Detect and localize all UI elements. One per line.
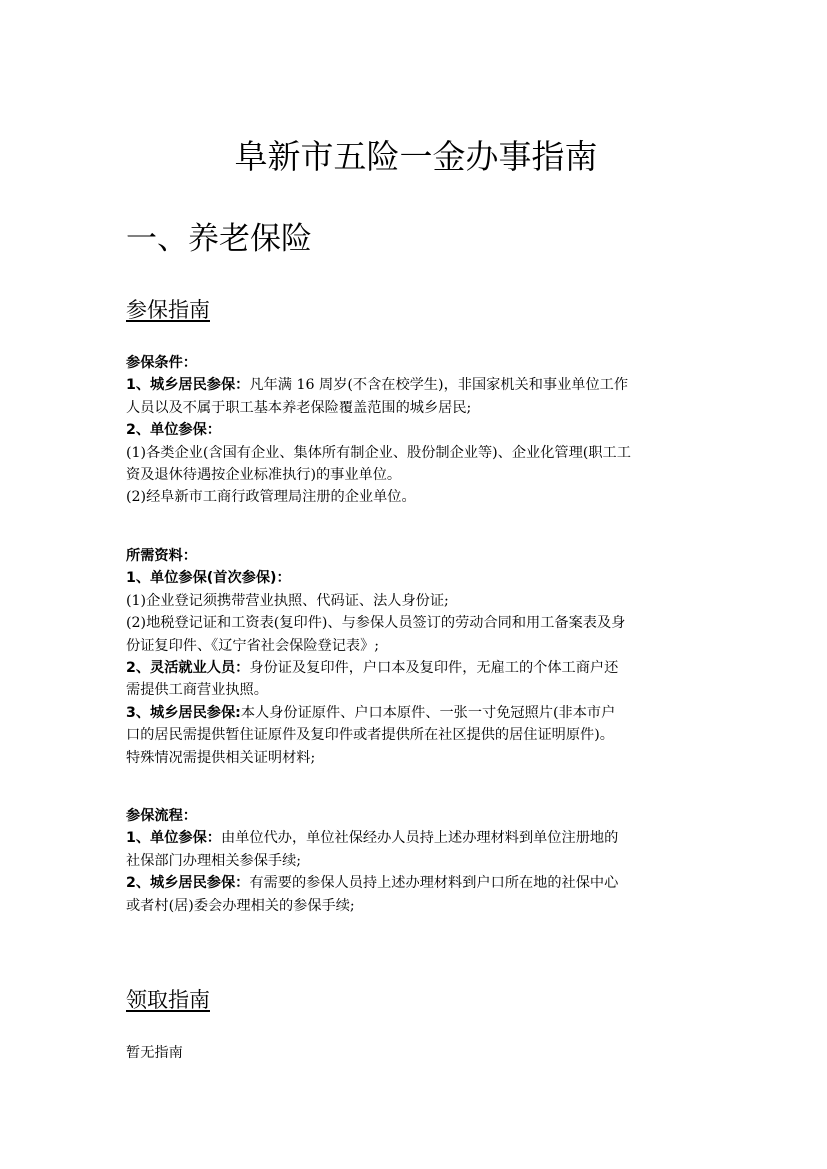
materials-item-3-cont-1: 口的居民需提供暂住证原件及复印件或者提供所在社区提供的居住证明原件)。 bbox=[126, 727, 614, 744]
conditions-item-1-cont: 人员以及不属于职工基本养老保险覆盖范围的城乡居民; bbox=[126, 399, 472, 416]
materials-item-2-label: 2、灵活就业人员： bbox=[126, 660, 250, 677]
materials-item-2 bbox=[126, 657, 706, 679]
materials-item-2-text: 身份证及复印件，户口本及复印件，无雇工的个体工商户还 bbox=[249, 660, 619, 677]
process-item-1-text: 由单位代办，单位社保经办人员持上述办理材料到单位注册地的 bbox=[221, 830, 619, 847]
conditions-item-1 bbox=[126, 374, 706, 396]
enroll-conditions-block bbox=[126, 352, 706, 509]
process-item-2 bbox=[126, 872, 706, 894]
materials-item-3 bbox=[126, 702, 706, 724]
materials-item-3-text: 本人身份证原件、户口本原件、一张一寸免冠照片(非本市户 bbox=[240, 704, 616, 721]
process-item-2-label: 2、城乡居民参保： bbox=[126, 875, 250, 892]
process-label: 参保流程： bbox=[126, 808, 197, 824]
process-item-2-cont: 或者村(居)委会办理相关的参保手续; bbox=[126, 897, 355, 914]
conditions-item-2-label: 2、单位参保： bbox=[126, 422, 221, 439]
process-item-1-cont: 社保部门办理相关参保手续; bbox=[126, 852, 302, 869]
claim-guide-block bbox=[126, 1042, 706, 1064]
conditions-item-1-text: 凡年满 16 周岁(不含在校学生)，非国家机关和事业单位工作 bbox=[249, 377, 629, 394]
materials-item-1-label: 1、单位参保(首次参保)： bbox=[126, 570, 291, 587]
materials-item-1-sub-1: (1)企业登记须携带营业执照、代码证、法人身份证; bbox=[126, 592, 449, 609]
materials-label: 所需资料： bbox=[126, 548, 197, 564]
materials-item-1-sub-2-cont: 份证复印件、《辽宁省社会保险登记表》; bbox=[126, 637, 380, 654]
materials-item-3-label: 3、城乡居民参保: bbox=[126, 704, 241, 721]
section-heading-pension: 一、养老保险 bbox=[126, 221, 312, 257]
process-item-1 bbox=[126, 827, 706, 849]
materials-item-2-cont: 需提供工商营业执照。 bbox=[126, 682, 268, 699]
enroll-guide-heading: 参保指南 bbox=[126, 298, 210, 322]
process-block bbox=[126, 805, 706, 917]
conditions-item-2-sub-1-cont: 资及退休待遇按企业标准执行)的事业单位。 bbox=[126, 467, 402, 484]
process-item-2-text: 有需要的参保人员持上述办理材料到户口所在地的社保中心 bbox=[249, 875, 619, 892]
claim-guide-text: 暂无指南 bbox=[126, 1045, 183, 1061]
conditions-item-2-sub-1: (1)各类企业(含国有企业、集体所有制企业、股份制企业等)、企业化管理(职工工 bbox=[126, 444, 631, 461]
conditions-item-1-label: 1、城乡居民参保： bbox=[126, 377, 250, 394]
document-title: 阜新市五险一金办事指南 bbox=[234, 137, 598, 176]
materials-item-1-sub-2: (2)地税登记证和工资表(复印件)、与参保人员签订的劳动合同和用工备案表及身 bbox=[126, 615, 626, 632]
process-item-1-label: 1、单位参保： bbox=[126, 830, 221, 847]
materials-block bbox=[126, 545, 706, 769]
claim-guide-heading: 领取指南 bbox=[126, 988, 210, 1012]
materials-item-3-cont-2: 特殊情况需提供相关证明材料; bbox=[126, 749, 316, 766]
conditions-item-2-sub-2: (2)经阜新市工商行政管理局注册的企业单位。 bbox=[126, 489, 416, 506]
conditions-label: 参保条件： bbox=[126, 355, 197, 371]
